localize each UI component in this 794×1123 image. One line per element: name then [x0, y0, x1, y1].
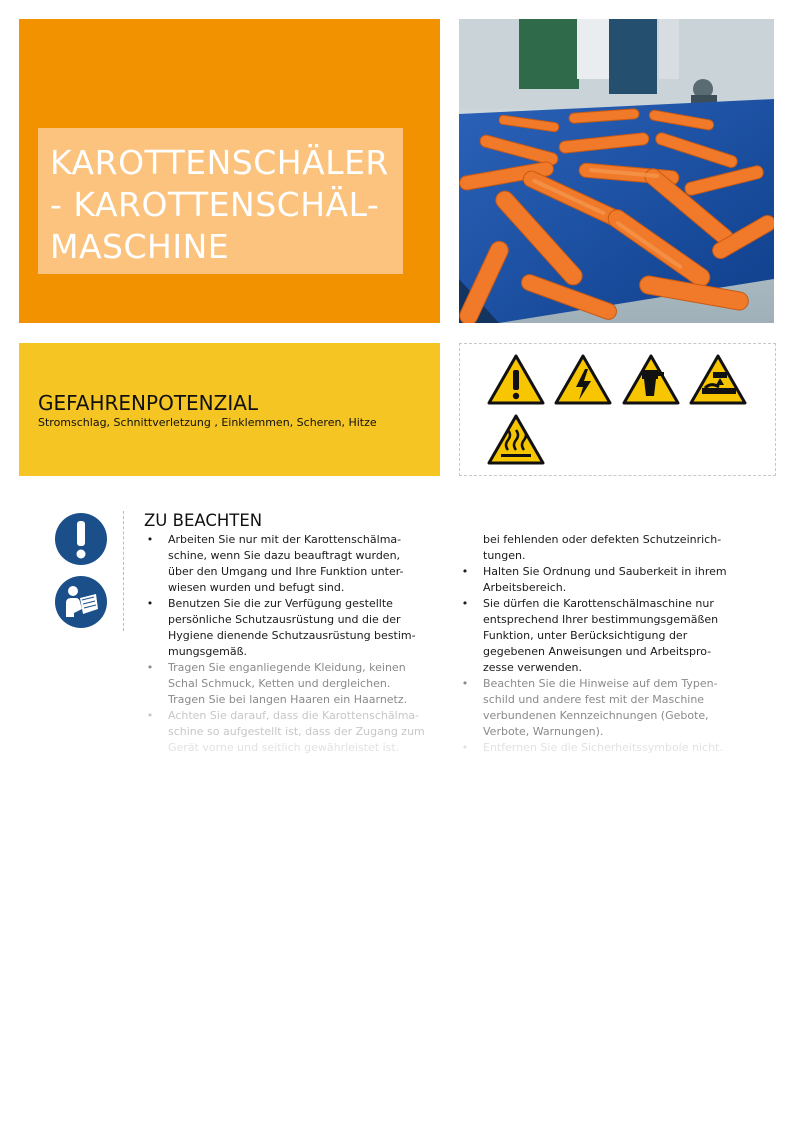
list-item-line: Beachten Sie die Hinweise auf dem Typen- [483, 677, 718, 690]
bullet: • [146, 661, 154, 674]
notes-heading: ZU BEACHTEN [144, 511, 263, 530]
read-manual-icon [52, 573, 110, 631]
list-item-line: schine so aufgestellt ist, dass der Zugang zum [168, 725, 425, 738]
list-item-line: bei fehlenden oder defekten Schutzeinrich- [483, 533, 722, 546]
list-item [144, 532, 438, 596]
title-panel [19, 19, 440, 323]
list-item-line: schild und andere fest mit der Maschine [483, 693, 705, 706]
list-item [459, 564, 755, 596]
bullet: • [146, 533, 154, 546]
electric-hazard-icon [554, 354, 612, 406]
list-item [144, 708, 438, 756]
list-item-line: Sie dürfen die Karottenschälmaschine nur [483, 597, 714, 610]
carrot-conveyor-photo [459, 19, 774, 323]
hazard-signs-panel [459, 343, 776, 476]
crush-hazard-icon [689, 354, 747, 406]
cut-hazard-icon [622, 354, 680, 406]
mandatory-action-icon [52, 510, 110, 568]
notes-right-column [459, 532, 755, 756]
list-item [144, 660, 438, 708]
bullet: • [146, 709, 154, 722]
list-item-line: persönliche Schutzausrüstung und die der [168, 613, 401, 626]
list-item-line: tungen. [483, 549, 526, 562]
list-item [459, 740, 755, 756]
list-item-line: Halten Sie Ordnung und Sauberkeit in ihrem [483, 565, 727, 578]
divider [123, 511, 124, 631]
list-item-line: Benutzen Sie die zur Verfügung gestellte [168, 597, 393, 610]
hazard-panel [19, 343, 440, 476]
list-item-line: Entfernen Sie die Sicherheitssymbole nicht. [483, 741, 723, 754]
list-item-line: schine, wenn Sie dazu beauftragt wurden, [168, 549, 401, 562]
title-line: - KAROTTENSCHÄL- [50, 185, 380, 224]
list-item-line: gegebenen Anweisungen und Arbeitspro- [483, 645, 712, 658]
list-item-line: Tragen Sie enganliegende Kleidung, keinen [168, 661, 406, 674]
bullet: • [461, 677, 469, 690]
list-item [459, 676, 755, 740]
title-line: MASCHINE [50, 227, 230, 266]
bullet: • [461, 741, 469, 754]
hot-surface-icon [487, 414, 545, 466]
list-item-line: Schal Schmuck, Ketten und dergleichen. [168, 677, 391, 690]
list-item-line: Verbote, Warnungen). [483, 725, 604, 738]
list-item-line: Funktion, unter Berücksichtigung der [483, 629, 688, 642]
list-item-line: über den Umgang und Ihre Funktion unter- [168, 565, 404, 578]
list-item-line: entsprechend Ihrer bestimmungsgemäßen [483, 613, 719, 626]
list-item-line: Arbeitsbereich. [483, 581, 567, 594]
page-title [50, 142, 400, 268]
notes-left-column [144, 532, 438, 756]
title-line: KAROTTENSCHÄLER [50, 143, 389, 182]
list-item-line: zesse verwenden. [483, 661, 583, 674]
bullet: • [461, 597, 469, 610]
list-item-line: Hygiene dienende Schutzausrüstung bestim- [168, 629, 416, 642]
general-warning-icon [487, 354, 545, 406]
bullet: • [461, 565, 469, 578]
title-highlight [38, 128, 403, 274]
list-item-line: verbundenen Kennzeichnungen (Gebote, [483, 709, 709, 722]
list-item-line: Achten Sie darauf, dass die Karottenschälma- [168, 709, 420, 722]
list-item [144, 596, 438, 660]
hazard-heading: GEFAHRENPOTENZIAL [38, 391, 259, 415]
list-item-line: Arbeiten Sie nur mit der Karottenschälma- [168, 533, 402, 546]
list-item-line: mungsgemäß. [168, 645, 248, 658]
hazard-subtitle: Stromschlag, Schnittverletzung , Einklemmen, Scheren, Hitze [38, 416, 377, 429]
list-item-continuation [459, 532, 755, 564]
list-item [459, 596, 755, 676]
list-item-line: Tragen Sie bei langen Haaren ein Haarnetz. [168, 693, 408, 706]
bullet: • [146, 597, 154, 610]
list-item-line: Gerät vorne und seitlich gewährleistet ist. [168, 741, 400, 754]
list-item-line: wiesen wurden und befugt sind. [168, 581, 345, 594]
